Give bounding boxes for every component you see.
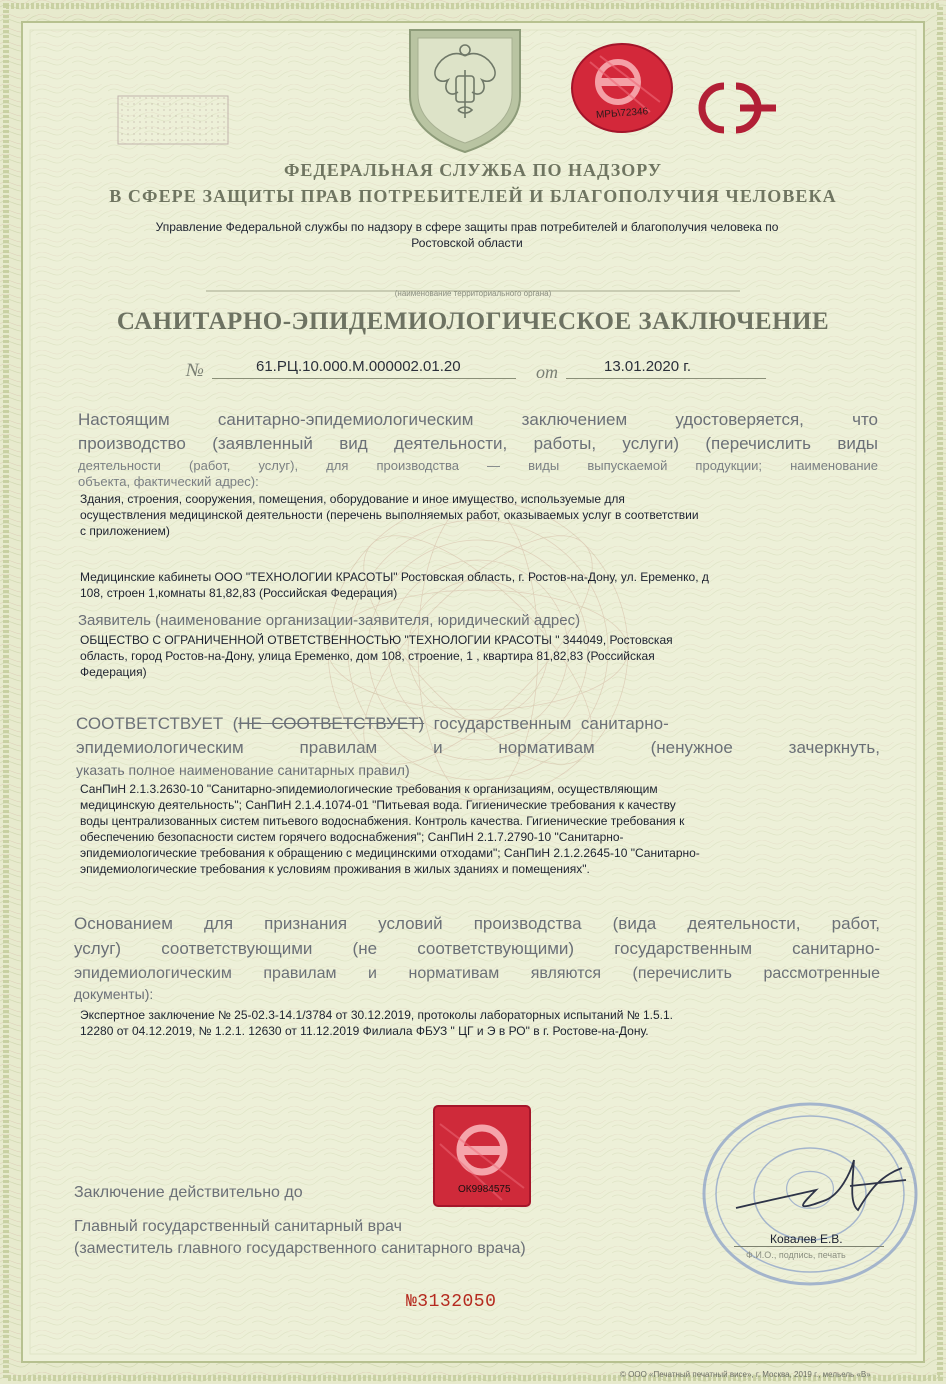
intro-line-3: деятельности (работ, услуг), для производства — виды выпускаемой продукции; наименование — [78, 458, 878, 473]
date-label: от — [536, 362, 558, 382]
number-underline — [212, 378, 516, 379]
rules-line-1: СанПиН 2.1.3.2630-10 "Санитарно-эпидемиологические требования к организациям, осуществляющим — [80, 782, 658, 796]
activity-line-3: с приложением) — [80, 524, 170, 538]
rules-line-3: воды централизованных систем питьевого водоснабжения. Контроль качества. Гигиенические требования к — [80, 814, 685, 828]
object-line-2: 108, строен 1,комнаты 81,82,83 (Российская Федерация) — [80, 586, 398, 600]
validity-label: Заключение действительно до — [74, 1184, 303, 1201]
basis-line-1: Основанием для признания условий производства (вида деятельности, работ, — [74, 914, 880, 933]
documents-line-2: 12280 от 04.12.2019, № 1.2.1. 12630 от 11.12.2019 Филиала ФБУЗ " ЦГ и Э в РО" в г. Ростове-на-Дону. — [80, 1024, 649, 1038]
basis-line-2: услуг) соответствующими (не соответствующими) государственным санитарно- — [74, 939, 880, 958]
form-number: №3132050 — [406, 1292, 497, 1312]
compliance-rest: государственным санитарно- — [424, 714, 669, 733]
basis-line-3: эпидемиологическим правилам и нормативам являются (перечислить рассмотренные — [74, 965, 880, 982]
intro-line-2: производство (заявленный вид деятельности, работы, услуги) (перечислить виды — [78, 434, 878, 453]
page-bottom-margin — [0, 1384, 948, 1396]
hologram-sticker-icon — [570, 42, 674, 134]
signatory-line-1: Главный государственный санитарный врач — [74, 1218, 402, 1235]
date-underline — [566, 378, 766, 379]
department-caption: (наименование территориального органа) — [394, 289, 552, 298]
compliance-line-3: указать полное наименование санитарных правил) — [76, 762, 410, 778]
compliance-word: СООТВЕТСТВУЕТ ( — [76, 714, 239, 733]
rules-line-5: эпидемиологические требования к обращению с медицинскими отходами"; СанПиН 2.1.2.2645-10 "Санитарно- — [80, 846, 700, 860]
department-line-2: Ростовской области — [411, 236, 523, 250]
intro-line-4: объекта, фактический адрес): — [78, 474, 259, 489]
applicant-line-2: область, город Ростов-на-Дону, улица Еременко, дом 108, строение, 1 , квартира 81,82,83 (Российская — [80, 649, 655, 663]
emblem-icon — [400, 26, 530, 154]
applicant-line-3: Федерация) — [80, 665, 147, 679]
rules-line-6: эпидемиологические требования к условиям проживания в жилых зданиях и помещениях". — [80, 862, 590, 876]
bottom-hologram-code: ОК9984575 — [458, 1184, 511, 1195]
department-line-1: Управление Федеральной службы по надзору в сфере защиты прав потребителей и благополучия человека по — [155, 220, 779, 234]
signature-icon — [730, 1150, 910, 1230]
signatory-caption: Ф.И.О., подпись, печать — [746, 1250, 846, 1260]
compliance-struck: НЕ СООТВЕТСТВУЕТ) — [238, 714, 425, 733]
number-label: № — [186, 360, 204, 381]
hologram-code: МРЬ\72346 — [595, 106, 649, 121]
basis-line-4: документы): — [74, 986, 154, 1002]
applicant-line-1: ОБЩЕСТВО С ОГРАНИЧЕННОЙ ОТВЕТСТВЕННОСТЬЮ "ТЕХНОЛОГИИ КРАСОТЫ " 344049, Ростовская — [80, 633, 673, 647]
activity-line-2: осуществления медицинской деятельности (перечень выполняемых работ, оказываемых услуг в соответствии — [80, 508, 699, 522]
signatory-line-2: (заместитель главного государственного санитарного врача) — [74, 1240, 526, 1257]
intro-line-1: Настоящим санитарно-эпидемиологическим заключением удостоверяется, что — [78, 410, 878, 429]
compliance-line-2: эпидемиологическим правилам и нормативам (ненужное зачеркнуть, — [76, 738, 880, 757]
documents-line-1: Экспертное заключение № 25-02.3-14.1/3784 от 30.12.2019, протоколы лабораторных испытаний № 1.5.1. — [80, 1008, 673, 1022]
rules-line-4: обеспечению безопасности систем горячего водоснабжения"; СанПиН 2.1.7.2790-10 "Санитарно- — [80, 830, 624, 844]
agency-line-2: В СФЕРЕ ЗАЩИТЫ ПРАВ ПОТРЕБИТЕЛЕЙ И БЛАГОПОЛУЧИЯ ЧЕЛОВЕКА — [109, 186, 837, 206]
signature-underline — [734, 1246, 884, 1247]
footer-print: © ООО «Печатный печатный висе», г. Москва, 2019 г., мельель «В» — [620, 1370, 871, 1379]
compliance-line-1 — [76, 712, 880, 736]
activity-line-1: Здания, строения, сооружения, помещения, оборудование и иное имущество, используемые для — [80, 492, 625, 506]
applicant-label: Заявитель (наименование организации-заявителя, юридический адрес) — [78, 612, 581, 629]
agency-line-1: ФЕДЕРАЛЬНАЯ СЛУЖБА ПО НАДЗОРУ — [283, 160, 663, 180]
certificate-number: 61.РЦ.10.000.М.000002.01.20 — [256, 358, 461, 375]
certificate-date: 13.01.2020 г. — [604, 358, 692, 375]
rules-line-2: медицинскую деятельность"; СанПиН 2.1.4.1074-01 "Питьевая вода. Гигиенические требования к качеству — [80, 798, 676, 812]
object-line-1: Медицинские кабинеты ООО "ТЕХНОЛОГИИ КРАСОТЫ" Ростовская область, г. Ростов-на-Дону, ул. Еременко, д — [80, 570, 709, 584]
signatory-name: Ковалев Е.В. — [770, 1232, 843, 1246]
certificate-title: САНИТАРНО-ЭПИДЕМИОЛОГИЧЕСКОЕ ЗАКЛЮЧЕНИЕ — [116, 308, 830, 335]
conformity-mark-icon — [690, 80, 782, 136]
